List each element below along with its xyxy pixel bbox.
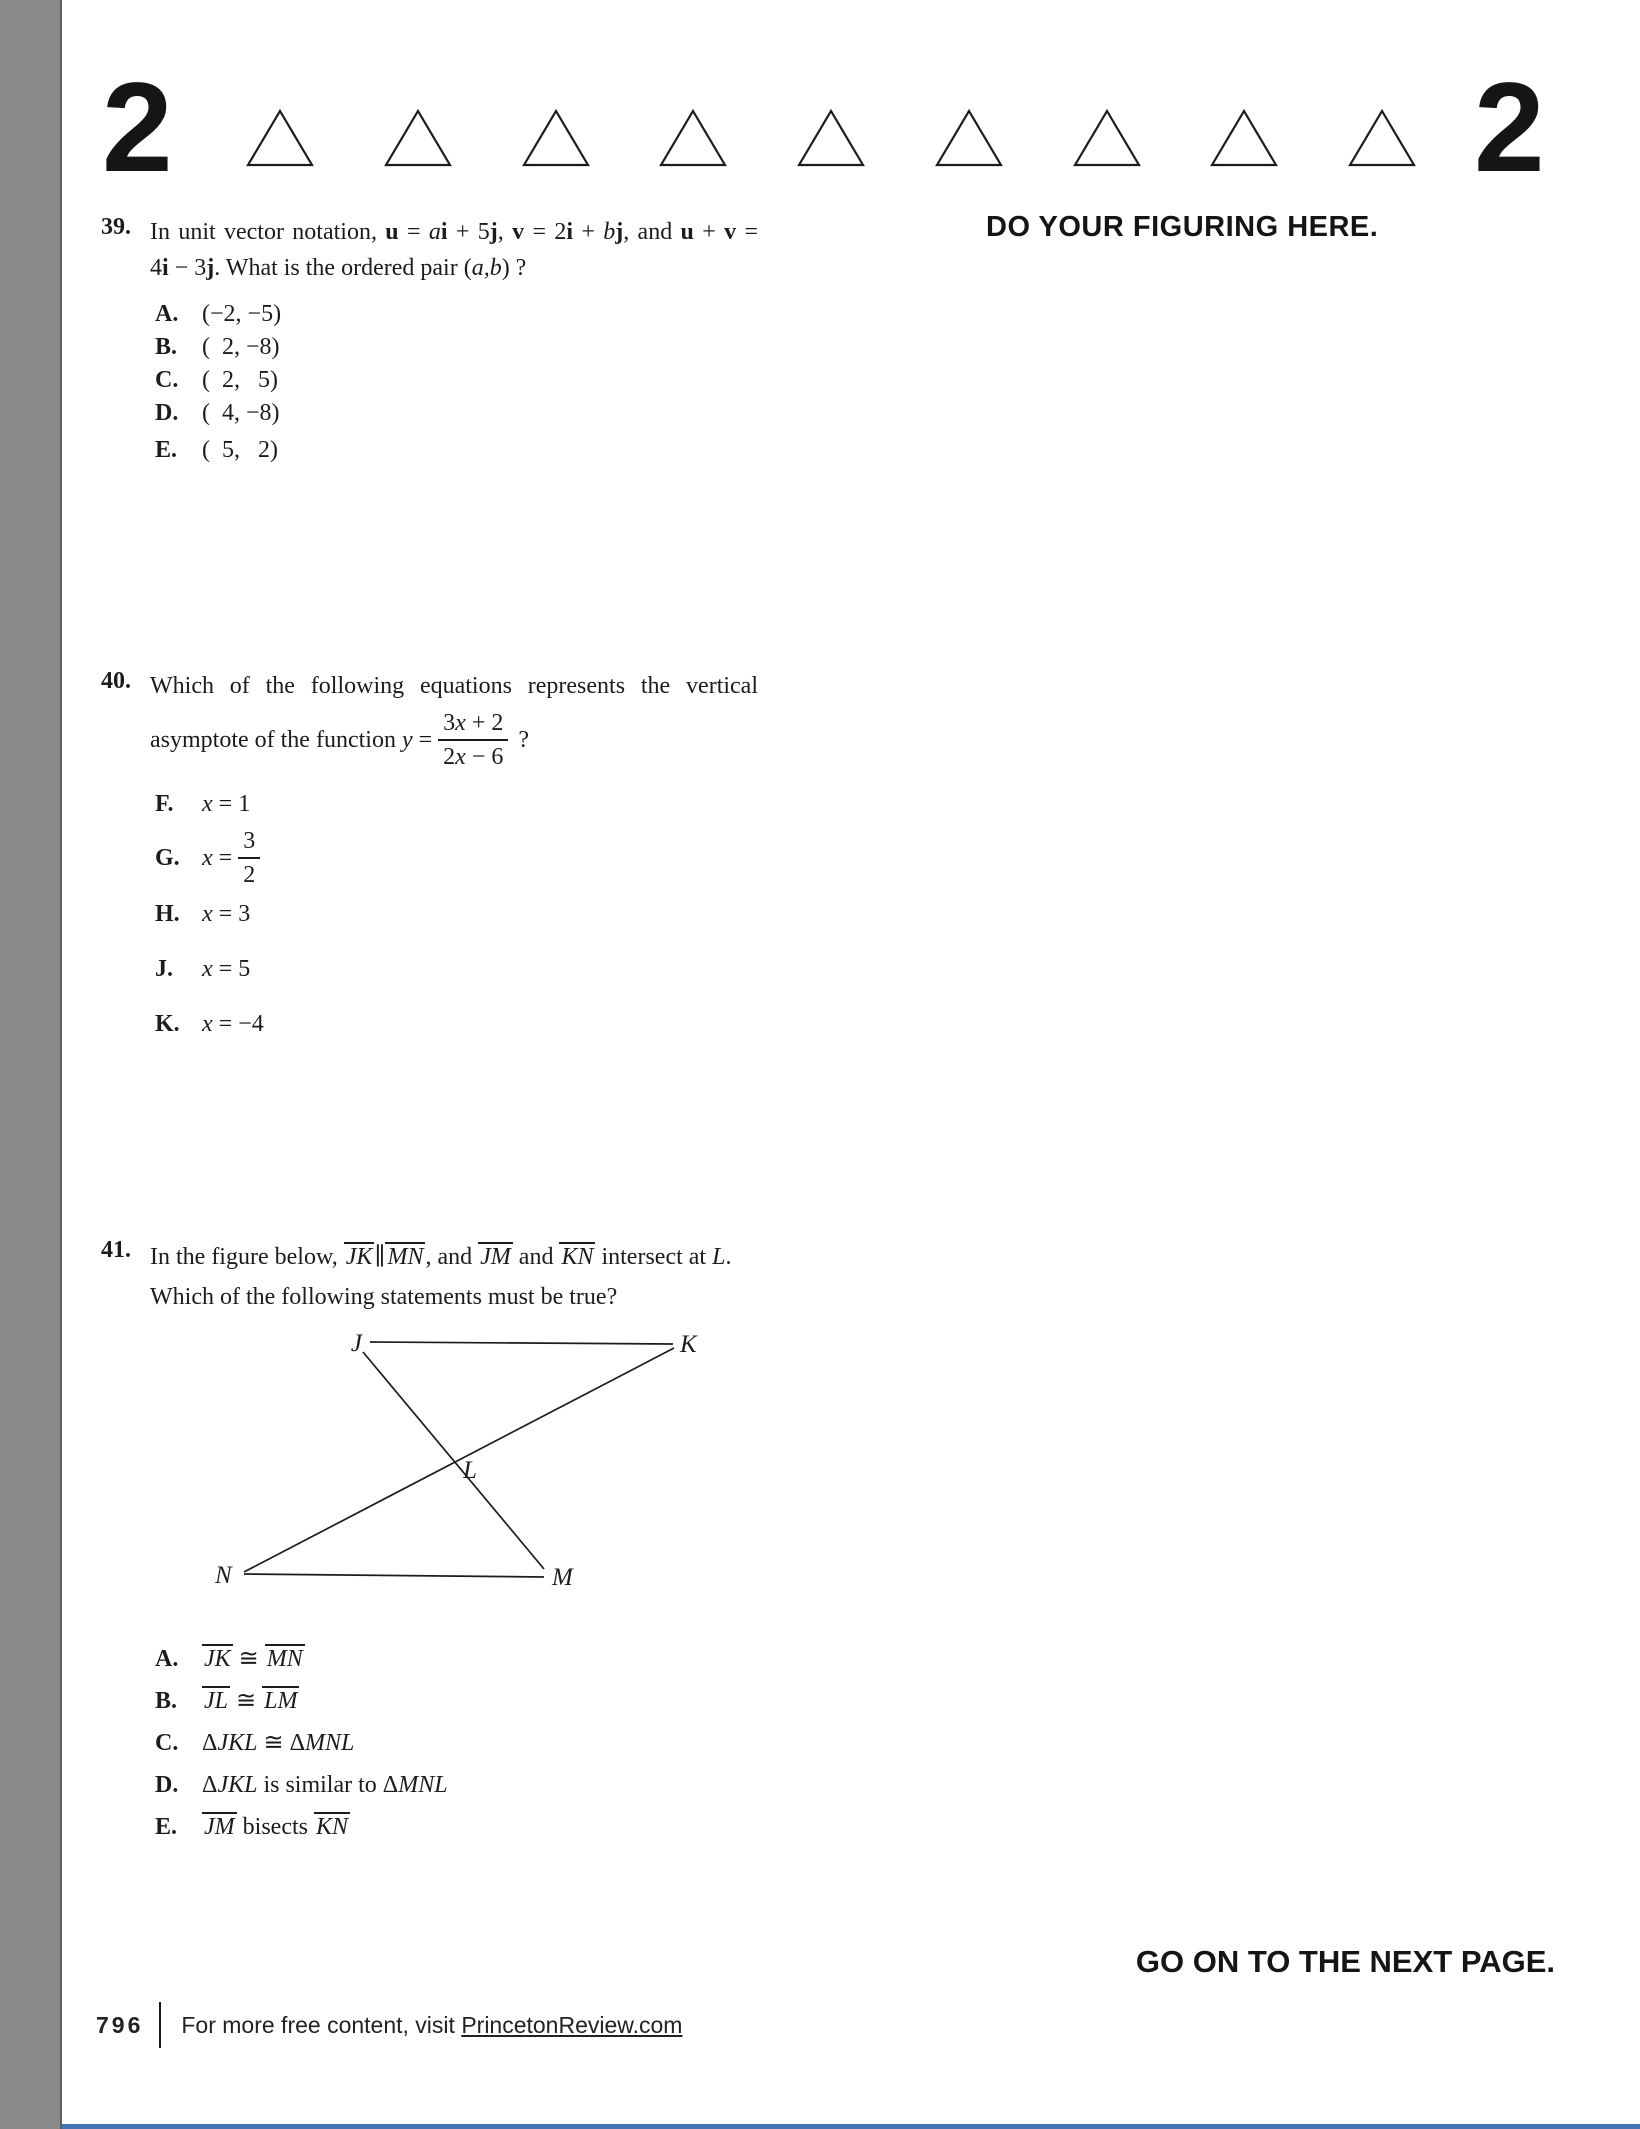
fraction — [438, 709, 508, 771]
choice-label: B. — [155, 334, 178, 360]
footer-link[interactable]: PrincetonReview.com — [461, 2011, 683, 2038]
fraction-numerator: 3x + 2 — [438, 709, 508, 741]
figure-svg — [200, 1326, 710, 1598]
question-text-line: Which of the following statements must be true? — [150, 1284, 618, 1310]
choice-label: D. — [155, 1772, 179, 1798]
page-bottom-strip — [62, 2124, 1640, 2129]
choice-label: F. — [155, 791, 174, 817]
footer-note — [181, 2012, 682, 2039]
figure-label-L: L — [463, 1457, 477, 1484]
choice-row — [155, 397, 281, 430]
section-number-left: 2 — [102, 56, 173, 198]
figuring-heading: DO YOUR FIGURING HERE. — [986, 211, 1379, 243]
fraction — [238, 827, 260, 889]
footer-note-prefix: For more free content, visit — [181, 2011, 462, 2038]
choice-row — [155, 1764, 448, 1806]
choice-value: ΔJKL is similar to ΔMNL — [202, 1772, 448, 1798]
triangle-icon — [1209, 108, 1279, 168]
choice-label: C. — [155, 367, 179, 393]
choice-label: E. — [155, 1814, 178, 1840]
choice-label: E. — [155, 437, 178, 463]
choice-row — [155, 1009, 266, 1039]
choice-list — [155, 1638, 448, 1848]
choice-row — [155, 789, 266, 819]
choice-value: JL ≅ LM — [204, 1688, 298, 1714]
figure-label-K: K — [680, 1331, 697, 1358]
choice-row — [155, 331, 281, 364]
choice-row — [155, 434, 281, 467]
choice-value: ( 2, −8) — [202, 334, 280, 360]
choice-row — [155, 954, 266, 984]
go-on-note: GO ON TO THE NEXT PAGE. — [1135, 1944, 1555, 1979]
choice-value: (−2, −5) — [202, 301, 282, 327]
question-text-line: In the figure below, JK∥MN, and JM and KN intersect at L. — [150, 1244, 732, 1270]
choice-label: B. — [155, 1688, 178, 1714]
question-40 — [95, 668, 760, 1037]
question-number: 39. — [101, 214, 131, 240]
figure-label-J: J — [350, 1330, 362, 1357]
choice-value: x = −4 — [202, 1011, 264, 1037]
fraction-numerator: 3 — [238, 827, 260, 859]
choice-row — [155, 1680, 448, 1722]
footer-divider — [159, 2002, 161, 2048]
choice-row — [155, 899, 266, 929]
choice-value: ( 5, 2) — [202, 437, 278, 463]
triangle-row — [245, 106, 1417, 168]
question-text-line — [150, 708, 760, 772]
choice-label: A. — [155, 301, 179, 327]
footer — [96, 2002, 682, 2048]
question-text-line: Which of the following equations represents the vertical — [150, 673, 758, 699]
triangle-icon — [521, 108, 591, 168]
question-text: asymptote of the function y = — [150, 726, 433, 753]
question-number: 40. — [101, 668, 131, 694]
fraction-denominator: 2x − 6 — [443, 744, 504, 770]
choice-row — [155, 1638, 448, 1680]
triangle-icon — [1347, 108, 1417, 168]
choice-value: x = 5 — [202, 956, 251, 982]
fraction-denominator: 2 — [243, 862, 256, 888]
choice-value: ( 2, 5) — [202, 367, 278, 393]
section-number-right: 2 — [1474, 56, 1545, 198]
choice-value: x = 3 — [202, 901, 251, 927]
choice-label: J. — [155, 956, 173, 982]
question-41 — [95, 1237, 785, 1840]
choice-label: G. — [155, 845, 180, 871]
footer-page-number: 796 — [96, 2011, 144, 2038]
question-mark: ? — [518, 726, 530, 753]
triangle-icon — [1072, 108, 1142, 168]
choice-row — [155, 364, 281, 397]
choice-value: JM bisects KN — [204, 1814, 348, 1840]
figure-label-N: N — [215, 1562, 232, 1589]
page-binding-bar — [0, 0, 60, 2129]
triangle-icon — [383, 108, 453, 168]
triangle-icon — [658, 108, 728, 168]
geometry-figure — [200, 1326, 710, 1598]
page-edge-line — [60, 0, 62, 2129]
choice-row — [155, 298, 281, 331]
question-39 — [95, 214, 760, 463]
choice-label: D. — [155, 400, 179, 426]
choice-label: A. — [155, 1646, 179, 1672]
choice-value: x = 1 — [202, 791, 251, 817]
triangle-icon — [245, 108, 315, 168]
choice-value: ( 4, −8) — [202, 400, 280, 426]
triangle-icon — [934, 108, 1004, 168]
choice-label: C. — [155, 1730, 179, 1756]
choice-list — [155, 789, 266, 1039]
choice-row — [155, 1806, 448, 1848]
choice-value: x = $\frac{3}{2}$ — [202, 827, 266, 889]
choice-row — [155, 827, 266, 889]
question-number: 41. — [101, 1237, 131, 1263]
triangle-icon — [796, 108, 866, 168]
choice-label: H. — [155, 901, 180, 927]
choice-value: JK ≅ MN — [204, 1646, 303, 1672]
choice-label: K. — [155, 1011, 180, 1037]
question-text-line: 4i − 3j. What is the ordered pair (a,b) ? — [150, 255, 527, 281]
choice-value: ΔJKL ≅ ΔMNL — [202, 1730, 355, 1756]
choice-list — [155, 298, 281, 467]
question-text-line: In unit vector notation, u = ai + 5j, v = 2i + bj, and u + v = — [150, 219, 758, 245]
figure-label-M: M — [552, 1564, 573, 1591]
choice-row — [155, 1722, 448, 1764]
